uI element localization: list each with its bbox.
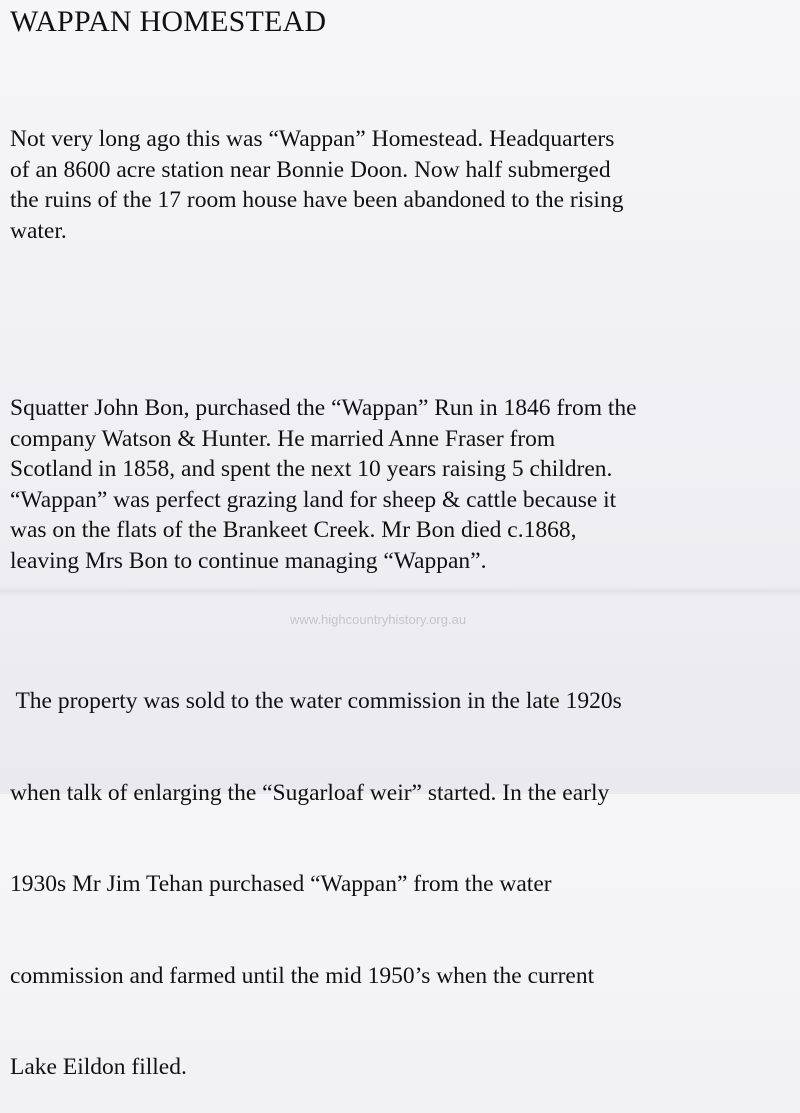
- watermark-text: www.highcountryhistory.org.au: [290, 612, 467, 627]
- text-line: leaving Mrs Bon to continue managing “Wappan”.: [10, 547, 487, 574]
- paragraph-john-bon: [10, 393, 794, 576]
- text-line: 1930s Mr Jim Tehan purchased “Wappan” from the water: [10, 871, 552, 897]
- text-line: was on the flats of the Brankeet Creek. Mr Bon died c.1868,: [10, 517, 577, 543]
- paragraph-property-sale: [10, 625, 794, 1113]
- page-title: WAPPAN HOMESTEAD: [10, 5, 327, 38]
- text-line: when talk of enlarging the “Sugarloaf weir” started. In the early: [10, 779, 610, 806]
- text-line: of an 8600 acre station near Bonnie Doon. Now half submerged: [10, 156, 611, 183]
- text-line: Not very long ago this was “Wappan” Homestead. Headquarters: [10, 126, 615, 152]
- text-line: commission and farmed until the mid 1950’s when the current: [10, 962, 595, 989]
- paper-fold-line: [0, 586, 800, 596]
- text-line: Scotland in 1858, and spent the next 10 years raising 5 children.: [10, 456, 613, 482]
- text-line: water.: [10, 217, 67, 244]
- text-line: Lake Eildon filled.: [10, 1054, 187, 1080]
- text-line: Squatter John Bon, purchased the “Wappan” Run in 1846 from the: [10, 395, 637, 421]
- text-line: “Wappan” was perfect grazing land for sheep & cattle because it: [10, 486, 617, 513]
- text-line: The property was sold to the water commission in the late 1920s: [10, 688, 622, 714]
- paragraph-homestead: [10, 124, 794, 246]
- text-line: company Watson & Hunter. He married Anne Fraser from: [10, 425, 556, 452]
- text-line: the ruins of the 17 room house have been abandoned to the rising: [10, 187, 624, 213]
